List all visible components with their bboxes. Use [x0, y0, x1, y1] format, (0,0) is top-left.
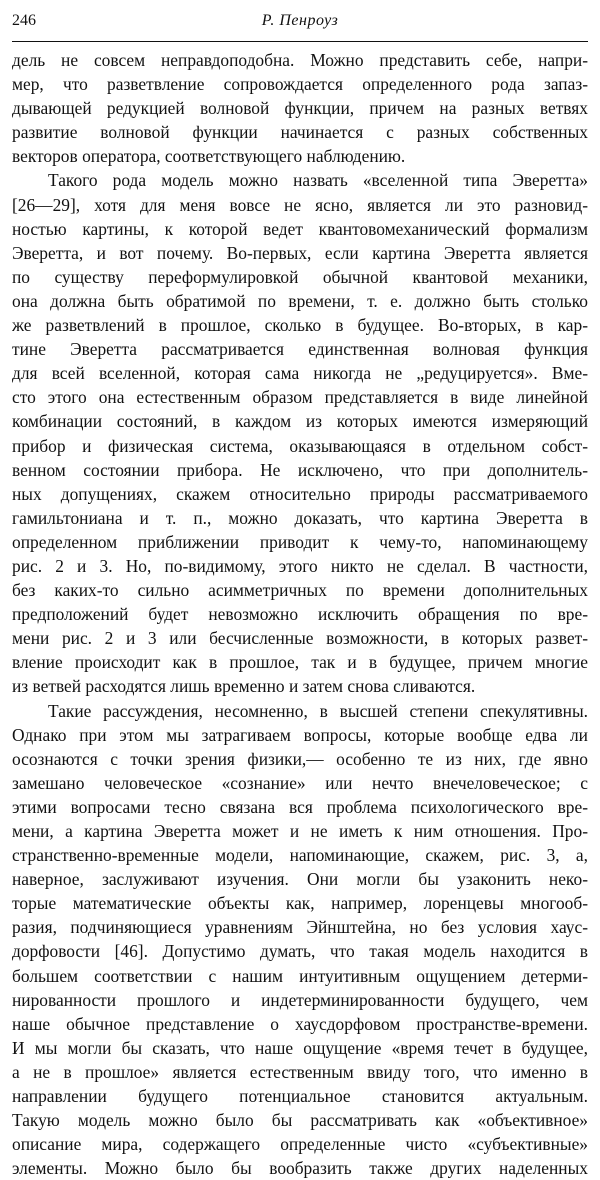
text-line: Эверетта, и вот почему. Во-первых, если картина Эверетта является — [12, 242, 588, 263]
text-line: предположений будет невозможно исключить обращения по вре- — [12, 604, 588, 625]
text-line: большем соответствии с нашим интуитивным ощущением детерми- — [12, 965, 588, 986]
text-line: этими вопросами тесно связана вся проблема психологического вре- — [12, 796, 588, 817]
text-line: наверное, заслуживают изучения. Они могли бы узаконить неко- — [12, 869, 588, 890]
text-line: дорфовости [46]. Допустимо думать, что такая модель находится в — [12, 941, 588, 962]
running-head: Р. Пенроуз — [261, 12, 339, 29]
text-line: из ветвей расходятся лишь временно и затем снова сливаются. — [12, 676, 476, 697]
text-line: же разветвлений в прошлое, сколько в будущее. Во-вторых, в кар- — [12, 315, 588, 336]
text-line: развитие волновой функции начинается с разных собственных — [12, 122, 588, 143]
text-line: мени, а картина Эверетта может и не иметь к ним отношения. Про- — [12, 821, 588, 841]
text-line: без каких-то сильно асимметричных по времени дополнительных — [12, 580, 588, 601]
text-line: Такого рода модель можно назвать «вселенной типа Эверетта» — [48, 170, 588, 191]
text-line: описание мира, содержащего определенные чисто «субъективные» — [12, 1134, 588, 1155]
text-line: Такие рассуждения, несомненно, в высшей степени спекулятивны. — [48, 700, 588, 721]
text-line: Однако при этом мы затрагиваем вопросы, которые вообще едва ли — [12, 724, 588, 745]
text-line: направлении будущего потенциальное становится актуальным. — [12, 1086, 588, 1107]
page-header — [12, 12, 588, 42]
text-line: гамильтониана и т. п., можно доказать, что картина Эверетта в — [12, 507, 588, 528]
text-line: мер, что разветвление сопровождается определенного рода запаз- — [12, 74, 588, 95]
text-line: разия, подчиняющиеся уравнениям Эйнштейна, но без условия хаус- — [12, 917, 588, 938]
text-line: сто этого она естественным образом представляется в виде линейной — [12, 387, 588, 408]
body-text — [12, 48, 588, 1180]
text-line: вление происходит как в прошлое, так и в будущее, причем многие — [12, 652, 588, 673]
page-number: 246 — [12, 12, 36, 29]
text-line: векторов оператора, соответствующего наблюдению. — [12, 146, 406, 167]
text-line: рис. 2 и 3. Но, по-видимому, этого никто не сделал. В частности, — [12, 555, 588, 576]
text-line: элементы. Можно было бы вообразить также других наделенных — [12, 1158, 588, 1179]
text-line: прибор и физическая система, оказывающаяся в отдельном собст- — [12, 435, 588, 456]
text-line: тине Эверетта рассматривается единственная волновая функция — [12, 339, 588, 360]
text-line: осознаются с точки зрения физики,— особенно те из них, где явно — [12, 748, 588, 769]
text-line: ностью картины, к которой ведет квантовомеханический формализм — [12, 218, 588, 239]
text-line: а не в прошлое» является естественным ввиду того, что именно в — [12, 1061, 588, 1082]
text-line: странственно-временные модели, напоминающие, скажем, рис. 3, а, — [12, 845, 588, 866]
text-line: комбинации состояний, в каждом из которых имеются измеряющий — [12, 411, 588, 432]
text-line: венном состоянии прибора. Не исключено, что при дополнитель- — [12, 459, 588, 480]
text-line: для всей вселенной, которая сама никогда не „редуцируется». Вме- — [12, 363, 588, 384]
text-line: [26—29], хотя для меня вовсе не ясно, является ли это разновид- — [12, 194, 588, 215]
text-line: мени рис. 2 и 3 или бесчисленные возможности, в которых развет- — [12, 628, 588, 649]
text-line: нированности прошлого и индетерминированности будущего, чем — [12, 989, 588, 1010]
text-line: она должна быть обратимой по времени, т. е. должно быть столько — [12, 290, 588, 311]
text-line: определенном приближении приводит к чему-то, напоминающему — [12, 531, 588, 552]
text-line: наше обычное представление о хаусдорфовом пространстве-времени. — [12, 1013, 588, 1034]
text-line: дывающей редукцией волновой функции, причем на разных ветвях — [12, 98, 588, 119]
text-line: по существу переформулировкой обычной квантовой механики, — [12, 266, 588, 287]
text-line: торые математические объекты как, например, лоренцевы многооб- — [12, 893, 588, 914]
text-line: дель не совсем неправдоподобна. Можно представить себе, напри- — [12, 50, 588, 70]
text-line: замешано человеческое «сознание» или нечто внечеловеческое; с — [12, 772, 588, 793]
text-line: ных допущениях, скажем относительно природы рассматриваемого — [12, 483, 588, 504]
text-line: И мы могли бы сказать, что наше ощущение «время течет в будущее, — [12, 1037, 588, 1058]
text-line: Такую модель можно было бы рассматривать как «объективное» — [12, 1110, 588, 1131]
